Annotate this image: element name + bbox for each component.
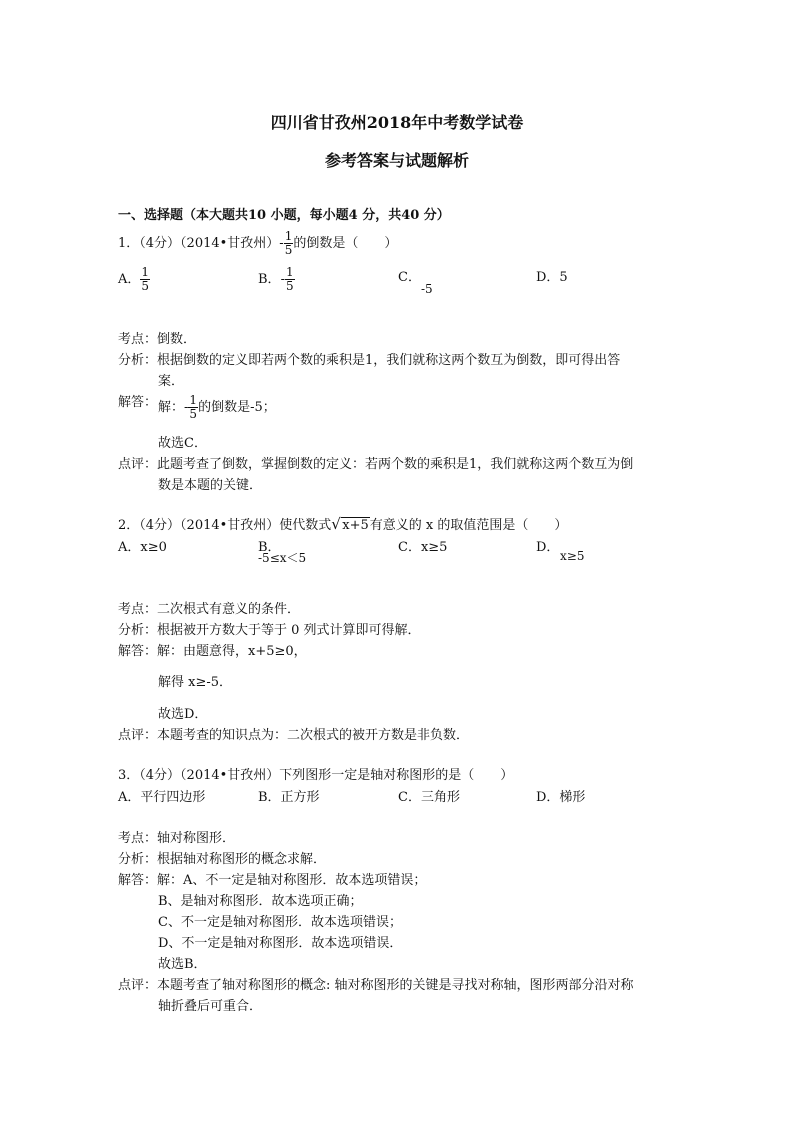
q2-option-d-label: D． — [536, 540, 560, 555]
question-1-stem — [118, 230, 397, 257]
q2-suffix: 有意义的 x 的取值范围是（ ） — [369, 518, 568, 533]
question-2-stem — [118, 514, 567, 533]
q1-a-num: 1 — [141, 265, 150, 279]
q1-fenxi-text-2: 案． — [158, 374, 185, 389]
q1-jieda-suffix: 的倒数是-5； — [198, 400, 276, 415]
q1-fraction — [284, 230, 294, 257]
q1-option-b-label: B． — [258, 272, 281, 287]
q1-jieda-fraction — [188, 394, 198, 421]
q3-jieda-line-3: C、不一定是轴对称图形．故本选项错误； — [158, 915, 402, 930]
q1-b-num: 1 — [285, 265, 294, 279]
q1-prefix: 1．（4分）（2014•甘孜州） — [118, 236, 280, 251]
q2-fenxi-label: 分析： — [118, 623, 158, 638]
q2-option-d-value: x≥5 — [560, 549, 585, 563]
q1-kaodian — [118, 328, 196, 347]
q1-kaodian-label: 考点： — [118, 332, 158, 347]
q2-kaodian-label: 考点： — [118, 602, 158, 617]
q2-dianping-text: 本题考查的知识点为：二次根式的被开方数是非负数． — [157, 728, 470, 743]
q3-jieda-line-5: 故选B． — [158, 957, 207, 972]
q3-dianping-label: 点评： — [118, 978, 158, 993]
q1-option-a-label: A． — [118, 272, 141, 287]
page-subtitle: 参考答案与试题解析 — [324, 151, 469, 170]
q3-jieda — [118, 869, 426, 888]
q3-jieda-line-4: D、不一定是轴对称图形．故本选项错误． — [158, 936, 403, 951]
question-3-stem: 3．（4分）（2014•甘孜州）下列图形一定是轴对称图形的是（ ） — [118, 768, 514, 783]
q2-kaodian-text: 二次根式有意义的条件． — [157, 602, 301, 617]
q3-option-b: B．正方形 — [258, 790, 320, 805]
q1-fenxi — [118, 349, 620, 368]
q3-dianping-text-1: 本题考查了轴对称图形的概念: 轴对称图形的关键是寻找对称轴，图形两部分沿对称 — [157, 978, 634, 993]
q1-minus: - — [279, 236, 284, 251]
q2-jieda-label: 解答： — [118, 644, 158, 659]
q1-option-a — [118, 266, 150, 293]
sqrt-icon: √ — [331, 515, 341, 533]
q1-option-c-value: -5 — [420, 282, 433, 296]
q1-dianping-text-1: 此题考查了倒数，掌握倒数的定义：若两个数的乘积是1，我们就称这两个数互为倒 — [157, 457, 634, 472]
q1-fenxi-label: 分析： — [118, 353, 158, 368]
q3-dianping — [118, 974, 634, 993]
q1-jieda-minus: - — [184, 400, 189, 415]
q1-suffix: 的倒数是（ ） — [293, 236, 398, 251]
q2-dianping-label: 点评： — [118, 728, 158, 743]
q3-dianping-text-2: 轴折叠后可重合． — [158, 999, 263, 1014]
q1-dianping — [118, 453, 633, 472]
q2-sqrt — [331, 515, 370, 533]
q1-jieda-num: 1 — [189, 393, 198, 407]
q1-dianping-text-2: 数是本题的关键． — [158, 478, 263, 493]
q3-option-d: D．梯形 — [536, 790, 586, 805]
q1-option-b — [258, 266, 295, 293]
q1-dianping-label: 点评： — [118, 457, 158, 472]
q1-option-c — [398, 266, 433, 296]
q3-fenxi-text: 根据轴对称图形的概念求解． — [157, 852, 327, 867]
q2-jieda — [118, 640, 307, 659]
q3-fenxi-label: 分析： — [118, 852, 158, 867]
q2-fenxi-text: 根据被开方数大于等于 0 列式计算即可得解． — [157, 623, 421, 638]
q1-option-b-fraction — [285, 266, 295, 293]
q2-jieda-line-1: 解：由题意得，x+5≥0， — [157, 644, 307, 659]
q1-jieda-prefix: 解： — [158, 400, 185, 415]
section-heading: 一、选择题（本大题共10 小题，每小题4 分，共40 分） — [118, 208, 450, 223]
q3-option-a: A．平行四边形 — [118, 790, 206, 805]
q3-kaodian-label: 考点： — [118, 831, 158, 846]
q2-prefix: 2．（4分）（2014•甘孜州）使代数式 — [118, 518, 332, 533]
q2-dianping — [118, 724, 469, 743]
q1-frac-den: 5 — [284, 243, 293, 257]
q3-jieda-line-1: 解：A、不一定是轴对称图形．故本选项错误； — [157, 873, 427, 888]
q1-jieda-den: 5 — [189, 407, 198, 421]
q1-fenxi-text-1: 根据倒数的定义即若两个数的乘积是1，我们就称这两个数互为倒数，即可得出答 — [157, 353, 621, 368]
q1-jieda-line-1 — [158, 394, 276, 421]
q2-kaodian — [118, 598, 300, 617]
q1-jieda-line-2: 故选C． — [158, 436, 207, 451]
q3-jieda-label: 解答： — [118, 873, 158, 888]
q1-option-c-label: C． — [398, 270, 421, 285]
q3-jieda-line-2: B、是轴对称图形．故本选项正确； — [158, 894, 363, 909]
q2-option-c: C．x≥5 — [398, 540, 448, 555]
q2-jieda-line-3: 故选D． — [158, 707, 208, 722]
q1-b-den: 5 — [285, 279, 294, 293]
q3-fenxi — [118, 848, 326, 867]
page-title: 四川省甘孜州2018年中考数学试卷 — [270, 113, 524, 132]
q2-jieda-line-2: 解得 x≥-5． — [158, 675, 233, 690]
q1-a-den: 5 — [141, 279, 150, 293]
q3-kaodian — [118, 827, 235, 846]
q1-option-b-minus: - — [280, 272, 285, 287]
q3-kaodian-text: 轴对称图形． — [157, 831, 236, 846]
q2-radicand: x+5 — [342, 518, 369, 533]
q2-fenxi — [118, 619, 421, 638]
q1-frac-num: 1 — [284, 229, 293, 243]
q3-option-c: C．三角形 — [398, 790, 460, 805]
q2-option-a: A．x≥0 — [118, 540, 167, 555]
q1-option-a-fraction — [140, 266, 150, 293]
q1-jieda-label: 解答： — [118, 395, 158, 410]
q2-option-b-label: B． — [258, 540, 281, 555]
q2-option-b-value: -5≤x＜5 — [258, 551, 307, 565]
q1-kaodian-text: 倒数． — [157, 332, 197, 347]
q1-option-d: D．5 — [536, 270, 568, 285]
